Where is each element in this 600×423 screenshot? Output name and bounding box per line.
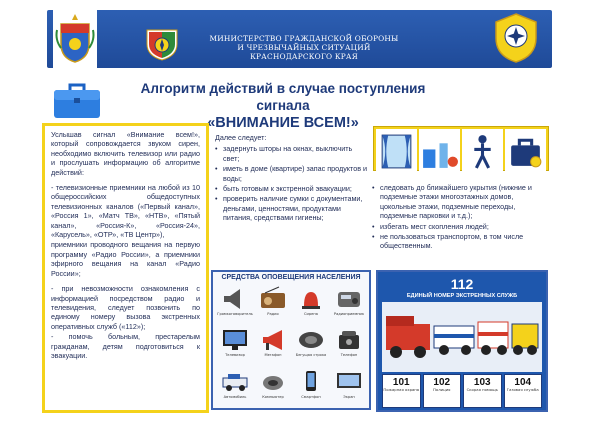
list-item: • следовать до ближайшего укрытия (нижние и подземные этажи многоэтажных домов, цокольные этажи, подземные переходы, подземные парковки и т.д.); <box>372 183 548 221</box>
left-paragraph-5: - помочь больным, престарелым гражданам, детям подготовиться к эвакуации. <box>51 332 200 360</box>
ministry-line-2: И ЧРЕЗВЫЧАЙНЫХ СИТУАЦИЙ <box>237 43 371 52</box>
briefcase-icon <box>52 82 102 120</box>
service-name: Газовая служба <box>506 387 539 392</box>
phone-icon <box>331 327 367 366</box>
radio-icon <box>255 286 291 325</box>
middle-list <box>215 144 369 222</box>
service-number: 101 <box>392 377 410 388</box>
device-label: Компьютер <box>262 394 284 399</box>
megaphone-icon <box>255 327 291 366</box>
left-paragraph-2: - телевизионные приемники на любой из 10 общероссийских общедоступных телевизионных каналов («Первый канал», «Россия 1», «Матч ТВ», «НТВ», «Пятый канал», «Россия-К», «Россия-24», «Карусель», «ОТР», «ТВ Центр»), <box>51 183 200 240</box>
device-label: Бегущая строка <box>295 353 327 358</box>
device-label: Автомобиль <box>223 394 247 399</box>
service-name: Пожарная охрана <box>383 387 420 392</box>
service-number: 102 <box>433 377 451 388</box>
bag-icon <box>505 129 546 174</box>
service-name: Скорая помощь <box>466 387 498 392</box>
siren-icon <box>293 286 329 325</box>
smartphone-icon <box>293 369 329 408</box>
middle-heading: Далее следует: <box>215 133 267 142</box>
service-number: 104 <box>514 377 532 388</box>
ministry-line-1: МИНИСТЕРСТВО ГРАЖДАНСКОЙ ОБОРОНЫ <box>209 34 399 43</box>
alert-devices-title: СРЕДСТВА ОПОВЕЩЕНИЯ НАСЕЛЕНИЯ <box>221 274 361 281</box>
emergency-vehicles-icon <box>382 302 542 372</box>
device-label: Мегафон <box>264 353 282 358</box>
laptop-icon <box>255 369 291 408</box>
service-number: 103 <box>473 377 491 388</box>
device-label: Телевизор <box>225 353 245 358</box>
emergency-service-badge-icon <box>492 12 540 64</box>
service-numbers <box>382 374 542 408</box>
service-name: Полиция <box>433 387 451 392</box>
list-item: • не пользоваться транспортом, в том числе общественным. <box>372 232 548 251</box>
title-line-1: Алгоритм действий в случае поступления сигнала <box>140 81 426 113</box>
window-curtains-icon <box>376 129 417 174</box>
receiver-icon <box>331 286 367 325</box>
device-label: Громкоговоритель <box>217 312 253 316</box>
title-line-2: «ВНИМАНИЕ ВСЕМ!» <box>207 115 359 131</box>
left-paragraph-3: приемники проводного вещания на первую программу «Радио России», а приемники эфирного вещания на канал «Радио России»; <box>51 240 200 278</box>
device-label: Телефон <box>340 353 358 358</box>
krasnodar-crest-icon <box>53 10 97 68</box>
list-item: • избегать мест скопления людей; <box>372 222 548 231</box>
ministry-line-3: КРАСНОДАРСКОГО КРАЯ <box>250 52 358 61</box>
loudspeaker-icon <box>217 286 253 325</box>
list-item: • иметь в доме (квартире) запас продуктов и воды; <box>215 164 369 183</box>
device-label: Радио <box>267 312 279 316</box>
ticker-icon <box>293 327 329 366</box>
screen-icon <box>331 369 367 408</box>
device-label: Смартфон <box>301 394 321 399</box>
middle-instructions <box>215 133 369 224</box>
tv-icon <box>217 327 253 366</box>
device-label: Радиоприемник <box>333 312 365 316</box>
device-label: Сирена <box>304 312 318 316</box>
ministry-name <box>204 34 404 61</box>
service-cell <box>423 374 462 408</box>
evacuation-icon <box>462 129 503 174</box>
alert-devices-grid <box>217 286 367 408</box>
alert-devices-panel <box>211 270 371 410</box>
right-instructions <box>372 183 548 252</box>
left-instructions <box>42 123 209 413</box>
pictogram-strip <box>373 126 549 171</box>
car-icon <box>217 369 253 408</box>
service-cell <box>504 374 543 408</box>
civil-defense-emblem-icon <box>143 26 181 64</box>
device-label: Экран <box>343 394 355 399</box>
supplies-icon <box>419 129 460 174</box>
left-paragraph-1: Услышав сигнал «Внимание всем!», который сопровождается звуком сирен, необходимо включить телевизор или радио и прослушать информацию об алгоритме действий: <box>51 130 200 177</box>
list-item: • задернуть шторы на окнах, выключить свет; <box>215 144 369 163</box>
emergency-number: 112 <box>450 276 474 292</box>
emergency-panel <box>376 270 548 412</box>
emergency-subtitle: ЕДИНЫЙ НОМЕР ЭКСТРЕННЫХ СЛУЖБ <box>406 293 518 299</box>
left-paragraph-4: - при невозможности ознакомления с информацией посредством радио и телевидения, следует позвонить по единому номеру вызова экстренных оперативных служб («112»); <box>51 284 200 331</box>
service-cell <box>382 374 421 408</box>
service-cell <box>463 374 502 408</box>
right-list <box>372 183 548 251</box>
list-item: • быть готовым к экстренной эвакуации; <box>215 184 369 193</box>
list-item: • проверить наличие сумки с документами, деньгами, ценностями, продуктами питания, средствами гигиены; <box>215 194 369 222</box>
